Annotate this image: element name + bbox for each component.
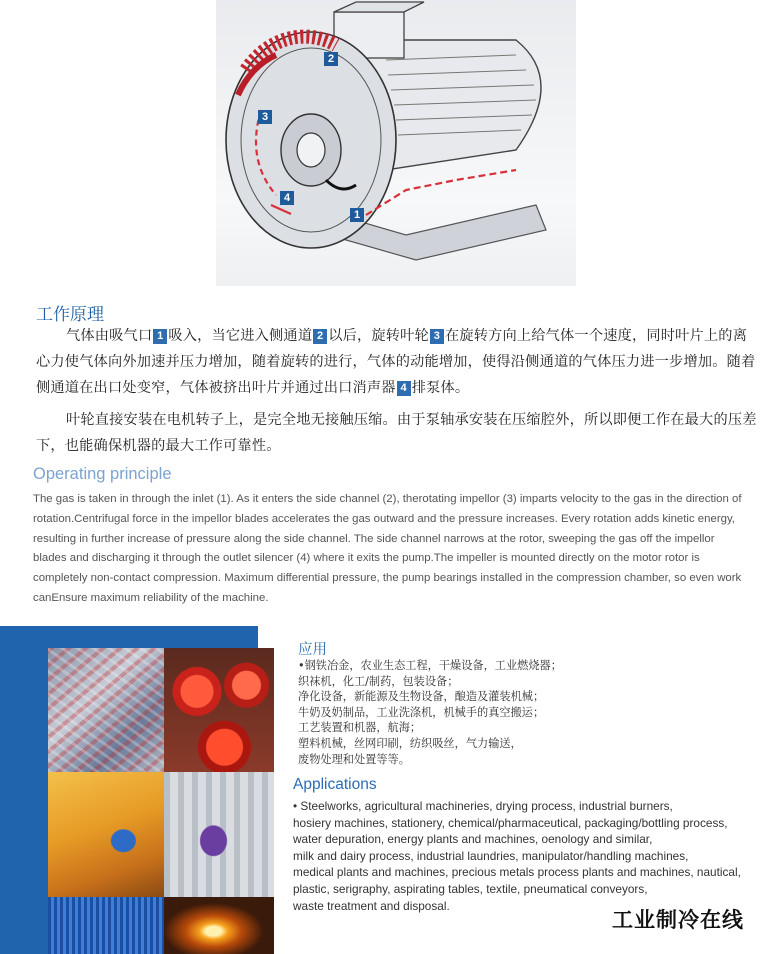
impeller-badge: 3 [430,329,444,344]
cn-text: 吸入，当它进入侧通道 [168,328,313,344]
photo-lab-technician [164,772,274,897]
cn-app-line: •钢铁冶金，农业生态工程，干燥设备，工业燃烧器； [298,659,562,672]
inlet-badge: 1 [153,329,167,344]
silencer-badge: 4 [397,381,411,396]
cn-app-line: 塑料机械，丝网印刷，纺织吸丝，气力输送， [298,736,522,750]
side-channel-badge: 2 [313,329,327,344]
marker-3: 3 [258,110,272,124]
cn-text: 以后，旋转叶轮 [328,328,429,344]
photo-red-yarn-spools [164,648,274,772]
photo-bakery-worker [48,772,164,897]
en-app-line: water depuration, energy plants and machines, oenology and similar, [293,832,653,847]
en-principle-body: The gas is taken in through the inlet (1). As it enters the side channel (2), therotating impellor (3) imparts velocity to the gas in the direction of rotation.Centrifugal force in the impellor blades accelerates the gas outward and the pressure increases. Every rotation adds kinetic energy, resulting in further increase of pressure along the side channel. The side channel narrows at the rotor, sweeping the gas off the impellor blades and discharging it through the outlet silencer (4) where it exits the pump.The impeller is mounted directly on the motor rotor is completely non-contact compression. Maximum differential pressure, the pump bearings installed in the compression chamber, so even work canEnsure maximum reliability of the machine. [33,493,742,604]
photo-crushed-cans [48,648,164,772]
cn-app-line: 工艺装置和机器，航海； [298,721,422,735]
cn-principle-title: 工作原理 [36,305,104,325]
cn-applications-list [298,658,598,767]
watermark-text: 工业制冷在线 [612,908,744,932]
application-photo-grid [48,648,274,954]
en-app-line: • Steelworks, agricultural machineries, drying process, industrial burners, [293,799,673,813]
cn-app-line: 净化设备，新能源及生物设备，酿造及灌装机械； [298,690,545,704]
cn-text: 在旋转方向上给气体一个速度，同时叶片上的离心力使气体向外加速并压力增加，随着旋转的进行，气体的动能增加，使得沿侧通道的气体压力进一步增加。随着侧通道在出口处变窄，气体被挤出叶片并通过出口消声器 [36,328,756,396]
cn-app-line: 废物处理和处置等等。 [298,752,410,766]
en-app-line: waste treatment and disposal. [293,898,450,913]
marker-4: 4 [280,191,294,205]
cn-text: 气体由吸气口 [66,328,153,344]
cn-text: 排泵体。 [411,380,470,396]
photo-furnace-flame [164,897,274,954]
side-channel-blower-illustration [216,0,576,286]
marker-2: 2 [324,52,338,66]
en-applications-list [293,798,753,914]
marker-1: 1 [350,208,364,222]
cn-applications-title: 应用 [298,642,327,658]
cn-app-line: 牛奶及奶制品，工业洗涤机，机械手的真空搬运； [298,705,545,719]
cn-principle-paragraph-2: 叶轮直接安装在电机转子上，是完全地无接触压缩。由于泵轴承安装在压缩腔外，所以即便工作在最大的压差下，也能确保机器的最大工作可靠性。 [36,412,757,454]
cn-principle-paragraph-1 [36,323,760,401]
en-principle-title: Operating principle [33,465,172,483]
en-app-line: plastic, serigraphy, aspirating tables, textile, pneumatical conveyors, [293,881,648,896]
en-app-line: hosiery machines, stationery, chemical/pharmaceutical, packaging/bottling process, [293,815,728,830]
blower-diagram [216,0,576,286]
en-applications-title: Applications [293,776,377,793]
en-app-line: medical plants and machines, precious metals process plants and machines, nautical, [293,865,741,880]
cn-app-line: 织袜机，化工/制药，包装设备； [298,674,459,688]
photo-blue-textile [48,897,164,954]
en-app-line: milk and dairy process, industrial laundries, manipulator/handling machines, [293,848,689,863]
